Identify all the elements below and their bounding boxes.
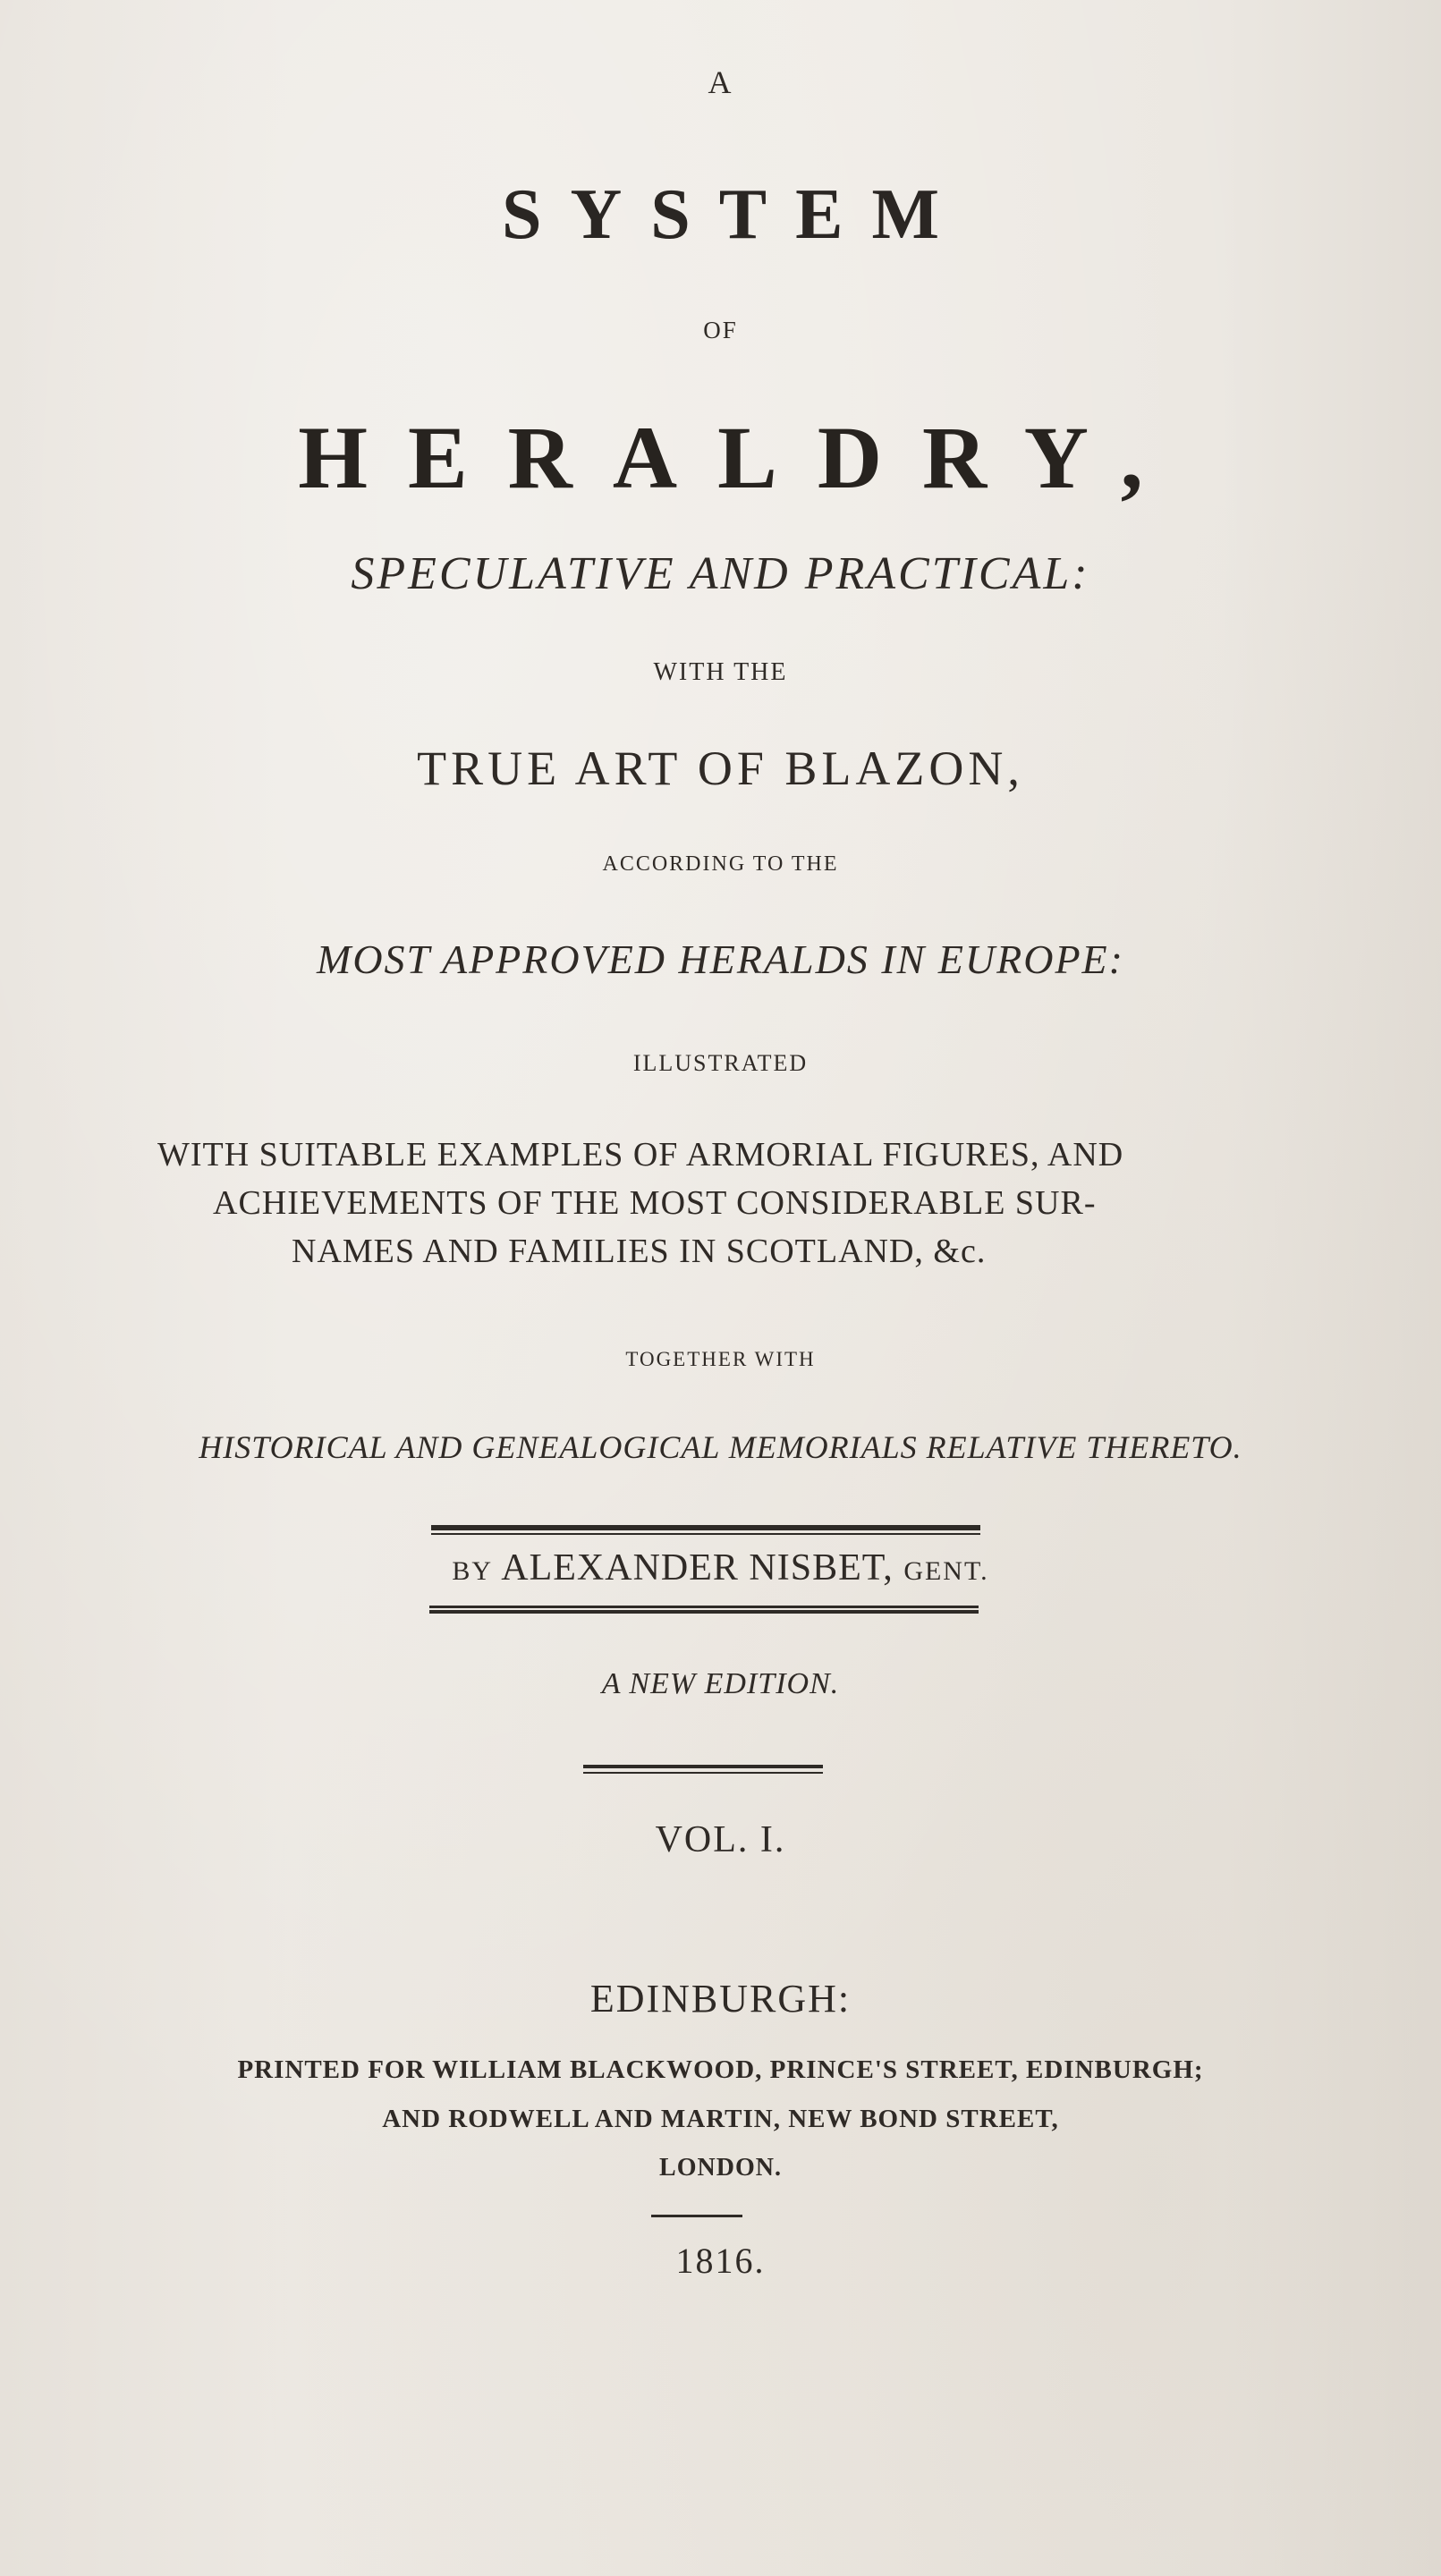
author-name: ALEXANDER NISBET, bbox=[501, 1547, 894, 1589]
illustration-line-3: NAMES AND FAMILIES IN SCOTLAND, &c. bbox=[292, 1233, 987, 1270]
double-rule-top-thin bbox=[431, 1533, 980, 1535]
short-rule-thin bbox=[583, 1772, 823, 1774]
imprint-line-2: AND RODWELL AND MARTIN, NEW BOND STREET, bbox=[382, 2105, 1059, 2133]
double-rule-bottom-thick bbox=[429, 1610, 979, 1614]
authority-line: MOST APPROVED HERALDS IN EUROPE: bbox=[317, 936, 1124, 982]
author-suffix: GENT. bbox=[903, 1556, 989, 1586]
edition-line: A NEW EDITION. bbox=[601, 1667, 840, 1700]
author-prefix: BY bbox=[452, 1556, 494, 1586]
title-article: A bbox=[708, 64, 733, 100]
subject-line: TRUE ART OF BLAZON, bbox=[417, 741, 1024, 795]
title-of: OF bbox=[703, 317, 738, 343]
author-line bbox=[0, 1549, 1441, 1587]
place-line: EDINBURGH: bbox=[589, 1977, 852, 2021]
year-line: 1816. bbox=[675, 2241, 766, 2281]
connector-with-the: WITH THE bbox=[653, 658, 788, 686]
small-rule bbox=[651, 2215, 742, 2217]
connector-according: ACCORDING TO THE bbox=[602, 852, 839, 876]
imprint-line-1: PRINTED FOR WILLIAM BLACKWOOD, PRINCE'S STREET, EDINBURGH; bbox=[237, 2055, 1204, 2084]
connector-together-with: TOGETHER WITH bbox=[625, 1348, 816, 1370]
title-system: SYSTEM bbox=[502, 175, 968, 254]
memorials-line: HISTORICAL AND GENEALOGICAL MEMORIALS RELATIVE THERETO. bbox=[199, 1429, 1242, 1465]
double-rule-bottom-thin bbox=[429, 1606, 979, 1608]
illustration-line-1: WITH SUITABLE EXAMPLES OF ARMORIAL FIGURES, AND bbox=[157, 1136, 1124, 1174]
volume-line: VOL. I. bbox=[655, 1819, 786, 1860]
imprint-line-3: LONDON. bbox=[659, 2154, 782, 2182]
subtitle: SPECULATIVE AND PRACTICAL: bbox=[351, 548, 1090, 599]
illustration-line-2: ACHIEVEMENTS OF THE MOST CONSIDERABLE SUR- bbox=[213, 1184, 1097, 1222]
title-heraldry: HERALDRY, bbox=[298, 408, 1183, 507]
short-rule-thick bbox=[583, 1765, 823, 1768]
double-rule-top-thick bbox=[431, 1525, 980, 1530]
connector-illustrated: ILLUSTRATED bbox=[632, 1050, 809, 1076]
